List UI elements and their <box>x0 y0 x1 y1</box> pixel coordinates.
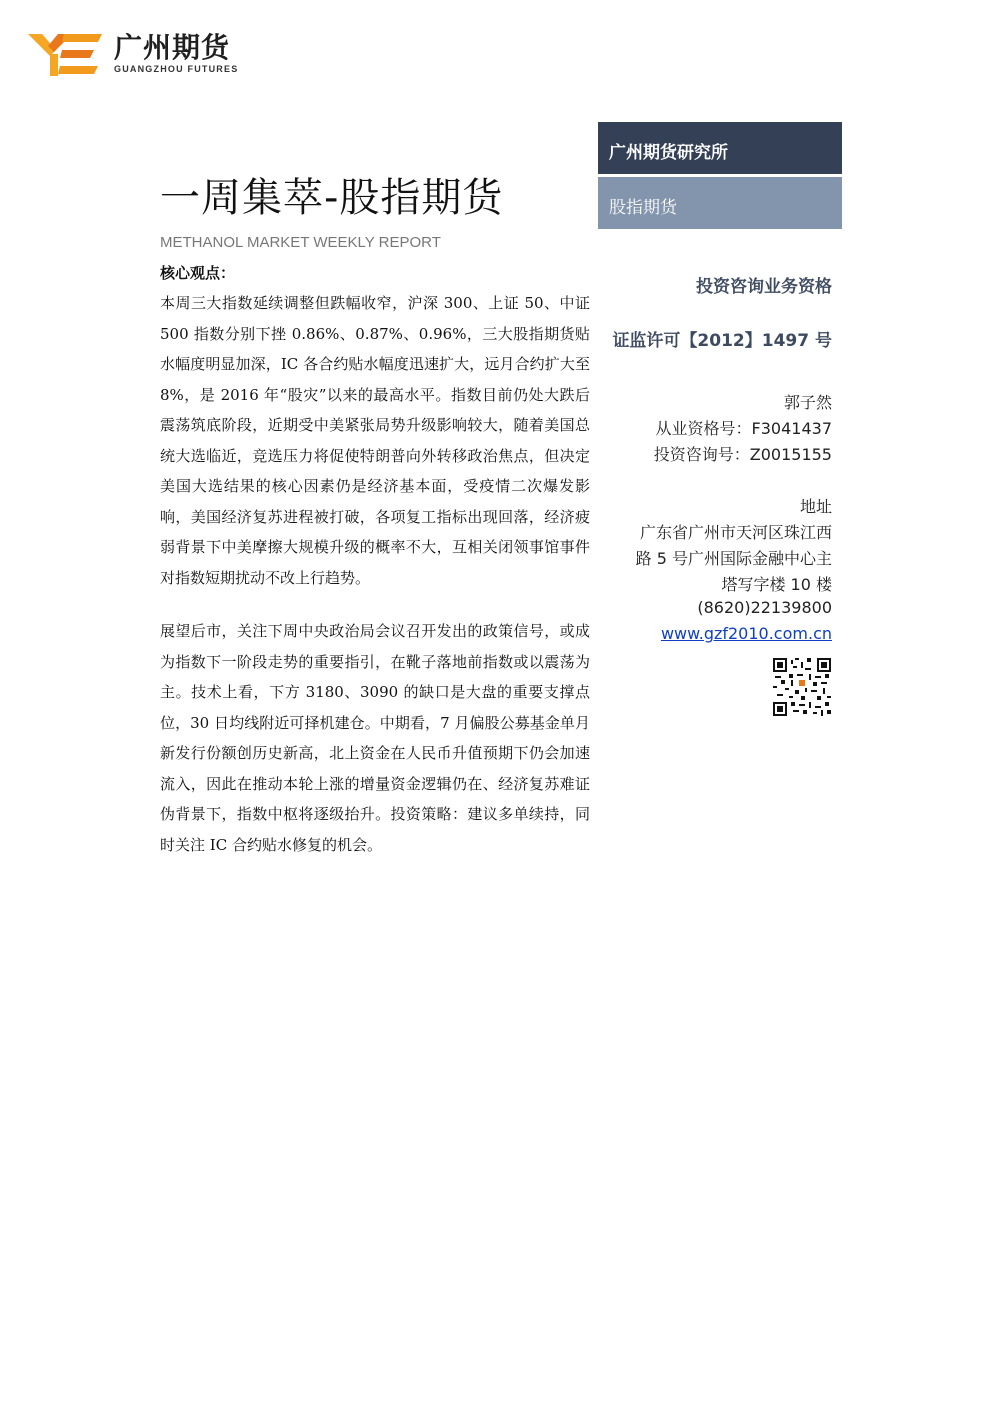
license-label: 证监许可【2012】1497 号 <box>612 331 832 351</box>
logo-name-cn: 广州期货 <box>114 31 231 64</box>
paragraph-2: 展望后市，关注下周中央政治局会议召开发出的政策信号，或成为指数下一阶段走势的重要指引，在靴子落地前指数或以震荡为主。技术上看，下方 3180、3090 的缺口是大盘的重要支撑点位，30 日均线附近可择机建仓。中期看，7 月偏股公募基金单月新发行份额创历史新高，北上资金在人民币升值预期下仍会加速流入，因此在推动本轮上涨的增量资金逻辑仍在、经济复苏难证伪背景下，指数中枢将逐级抬升。投资策略：建议多单续持，同时关注 IC 合约贴水修复的机会。 <box>160 622 590 854</box>
logo-mark-icon <box>28 30 104 76</box>
address-label: 地址 <box>799 497 832 516</box>
category-label: 股指期货 <box>609 198 677 218</box>
institute-label: 广州期货研究所 <box>609 143 728 163</box>
address-line-3: 塔写字楼 10 楼 <box>721 575 832 594</box>
report-title: 一周集萃-股指期货 <box>160 175 504 221</box>
analyst-name: 郭子然 <box>783 393 832 412</box>
qualification-label: 投资咨询业务资格 <box>696 277 832 297</box>
address-line-1: 广东省广州市天河区珠江西 <box>639 523 832 542</box>
key-points-label: 核心观点： <box>160 264 236 282</box>
logo-name-en: GUANGZHOU FUTURES <box>114 64 239 74</box>
website-link[interactable]: www.gzf2010.com.cn <box>660 624 832 643</box>
phone-number: (8620)22139800 <box>697 598 832 617</box>
practice-cert: 从业资格号：F3041437 <box>655 419 832 438</box>
address-line-2: 路 5 号广州国际金融中心主 <box>635 549 832 568</box>
qr-code-icon <box>773 658 831 716</box>
advisory-cert: 投资咨询号：Z0015155 <box>653 445 832 464</box>
paragraph-1: 本周三大指数延续调整但跌幅收窄，沪深 300、上证 50、中证 500 指数分别下挫 0.86%、0.87%、0.96%，三大股指期货贴水幅度明显加深，IC 各合约贴水幅度迅速扩大，远月合约扩大至 8%，是 2016 年“股灾”以来的最高水平。指数目前仍处大跌后震荡筑底阶段，近期受中美紧张局势升级影响较大，随着美国总统大选临近，竞选压力将促使特朗普向外转移政治焦点，但决定美国大选结果的核心因素仍是经济基本面，受疫情二次爆发影响，美国经济复苏进程被打破，各项复工指标出现回落，经济疲弱背景下中美摩擦大规模升级的概率不大，互相关闭领事馆事件对指数短期扰动不改上行趋势。 <box>160 294 590 587</box>
category-box <box>598 177 842 229</box>
institute-box <box>598 122 842 174</box>
report-subtitle: METHANOL MARKET WEEKLY REPORT <box>160 234 441 251</box>
